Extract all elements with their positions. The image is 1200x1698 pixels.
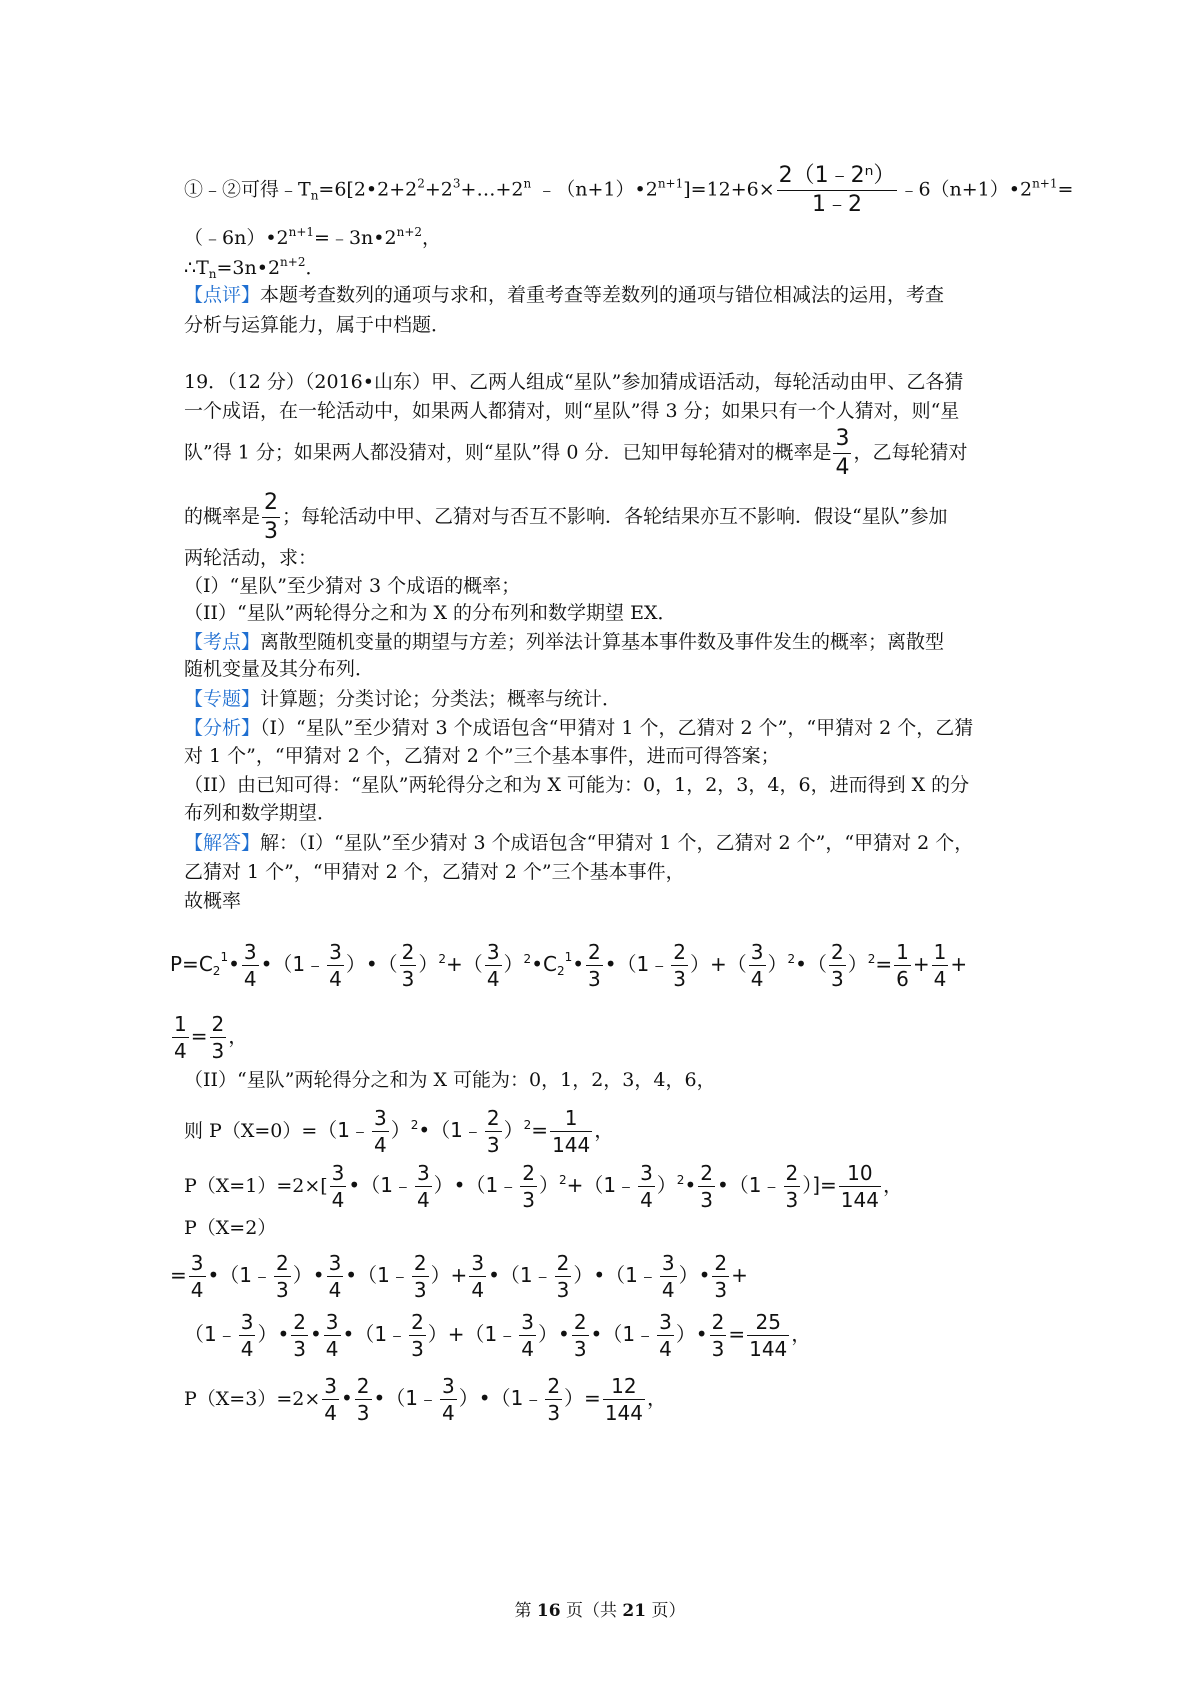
derivation-line-2: $(﹣6n)•2^{n+1}=﹣3n•2^{n+2}$， bbox=[184, 225, 442, 249]
fraction: $\frac{\text{2（1﹣2ⁿ）}}{1﹣2}$ bbox=[778, 163, 896, 217]
zhuanti-tag: 【专题】 bbox=[184, 688, 261, 710]
fenxi-line-3: （II）由已知可得：“星队”两轮得分之和为 X 可能为：0，1，2，3，4，6，进而得到 X 的分 bbox=[184, 774, 970, 796]
fraction: $\frac{2}{3}$ bbox=[264, 490, 279, 544]
formula-x2-line-1: = $\frac{3}{4}$ •（1﹣ $\frac{2}{3}$ ）• $\frac{3}{4}$ •（1﹣ $\frac{2}{3}$ ）+ $\frac{3}{4}$ •（1﹣ $\frac{2}{3}$ ）•（1﹣ $\frac{3}{4}$ ）• $\frac{2}{3}$ + bbox=[170, 1251, 748, 1302]
zhuanti-line: 【专题】计算题；分类讨论；分类法；概率与统计． bbox=[184, 688, 622, 710]
fenxi-line-1: 【分析】（I）“星队”至少猜对 3 个成语包含“甲猜对 1 个，乙猜对 2 个”，“甲猜对 2 个，乙猜 bbox=[184, 717, 974, 739]
comment-line-1: 【点评】本题考查数列的通项与求和，着重考查等差数列的通项与错位相减法的运用，考查 bbox=[184, 284, 945, 306]
formula-p-cont: $\frac{1}{4}$ = $\frac{2}{3}$ ， bbox=[174, 1012, 249, 1063]
question-19-line-2: 一个成语，在一轮活动中，如果两人都猜对，则“星队”得 3 分；如果只有一个人猜对，则“星 bbox=[184, 400, 960, 422]
fenxi-line-2: 对 1 个”，“甲猜对 2 个，乙猜对 2 个”三个基本事件，进而可得答案； bbox=[184, 745, 780, 767]
question-19-part-1: （I）“星队”至少猜对 3 个成语的概率； bbox=[184, 575, 521, 597]
kaodian-line-2: 随机变量及其分布列． bbox=[184, 658, 375, 680]
question-19-line-1: 19．（12 分）（2016•山东）甲、乙两人组成“星队”参加猜成语活动，每轮活动由甲、乙各猜 bbox=[184, 371, 964, 393]
kaodian-line-1: 【考点】离散型随机变量的期望与方差；列举法计算基本事件数及事件发生的概率；离散型 bbox=[184, 631, 945, 653]
derivation-line-1: ①﹣②可得$﹣T_n=6[2•2+2^2+2^3+\dots+2^n$ $﹣(n+1)•2^{n+1}]=12+6\times$ $\frac{\text{2（1﹣2ⁿ）}}{1﹣2}$ $﹣6(n+1)•2^{n+1}=$ bbox=[184, 163, 1074, 217]
total-pages: 21 bbox=[622, 1601, 647, 1621]
formula-p: $P=C_2^1•$ $\frac{3}{4}$ •（1﹣ $\frac{3}{4}$ ）•（ $\frac{2}{3}$ ）$^2$+（ $\frac{3}{4}$ ）$^2•C_2^1•$ $\frac{2}{3}$ •（1﹣ $\frac{2}{3}$ ）+（ $\frac{3}{4}$ ）$^2$•（ $\frac{2}{3}$ ）$^2$= $\frac{1}{6}$ + $\frac{1}{4}$ + bbox=[170, 940, 968, 991]
formula-x2-lead: P（X=2） bbox=[184, 1217, 277, 1239]
question-19-line-5: 两轮活动，求： bbox=[184, 547, 318, 569]
jieda-line-2: 乙猜对 1 个”，“甲猜对 2 个，乙猜对 2 个”三个基本事件， bbox=[184, 861, 685, 883]
part-ii-line: （II）“星队”两轮得分之和为 X 可能为：0，1，2，3，4，6， bbox=[184, 1069, 716, 1091]
formula-x1: P（X=1）=2×[ $\frac{3}{4}$ •（1﹣ $\frac{3}{4}$ ）•（1﹣ $\frac{2}{3}$ ）$^2$+（1﹣ $\frac{3}{4}$ ）$^2$• $\frac{2}{3}$ •（1﹣ $\frac{2}{3}$ ）]= $\frac{10}{144}$ ， bbox=[184, 1161, 903, 1212]
jieda-line-3: 故概率 bbox=[184, 890, 242, 912]
fraction: $\frac{3}{4}$ bbox=[835, 426, 850, 480]
question-19-line-4: 的概率是 $\frac{2}{3}$ ；每轮活动中甲、乙猜对与否互不影响．各轮结果亦互不影响．假设“星队”参加 bbox=[184, 490, 948, 544]
jieda-line-1: 【解答】解：（I）“星队”至少猜对 3 个成语包含“甲猜对 1 个，乙猜对 2 个”，“甲猜对 2 个， bbox=[184, 832, 974, 854]
page-footer: 第 16 页（共 21 页） bbox=[514, 1601, 686, 1621]
formula-x0: 则 P（X=0）=（1﹣ $\frac{3}{4}$ ）$^2$•（1﹣ $\frac{2}{3}$ ）$^2$= $\frac{1}{144}$ ， bbox=[184, 1106, 615, 1157]
question-19-line-3: 队”得 1 分；如果两人都没猜对，则“星队”得 0 分．已知甲每轮猜对的概率是 $\frac{3}{4}$ ，乙每轮猜对 bbox=[184, 426, 968, 480]
fenxi-tag: 【分析】 bbox=[184, 717, 261, 739]
fenxi-line-4: 布列和数学期望． bbox=[184, 802, 337, 824]
jieda-tag: 【解答】 bbox=[184, 832, 261, 854]
question-19-part-2: （II）“星队”两轮得分之和为 X 的分布列和数学期望 EX． bbox=[184, 602, 677, 624]
formula-x3: P（X=3）=2× $\frac{3}{4}$ • $\frac{2}{3}$ •（1﹣ $\frac{3}{4}$ ）•（1﹣ $\frac{2}{3}$ ）= $\frac{12}{144}$ ， bbox=[184, 1374, 667, 1425]
comment-line-2: 分析与运算能力，属于中档题． bbox=[184, 314, 451, 336]
page-number: 16 bbox=[536, 1601, 561, 1621]
comment-tag: 【点评】 bbox=[184, 284, 261, 306]
kaodian-tag: 【考点】 bbox=[184, 631, 261, 653]
formula-x2-line-2: （1﹣ $\frac{3}{4}$ ）• $\frac{2}{3}$ • $\frac{3}{4}$ •（1﹣ $\frac{2}{3}$ ）+（1﹣ $\frac{3}{4}$ ）• $\frac{2}{3}$ •（1﹣ $\frac{3}{4}$ ）• $\frac{2}{3}$ = $\frac{25}{144}$ ， bbox=[184, 1310, 812, 1361]
derivation-line-3: $\therefore T_n=3n•2^{n+2}$． bbox=[184, 255, 325, 281]
